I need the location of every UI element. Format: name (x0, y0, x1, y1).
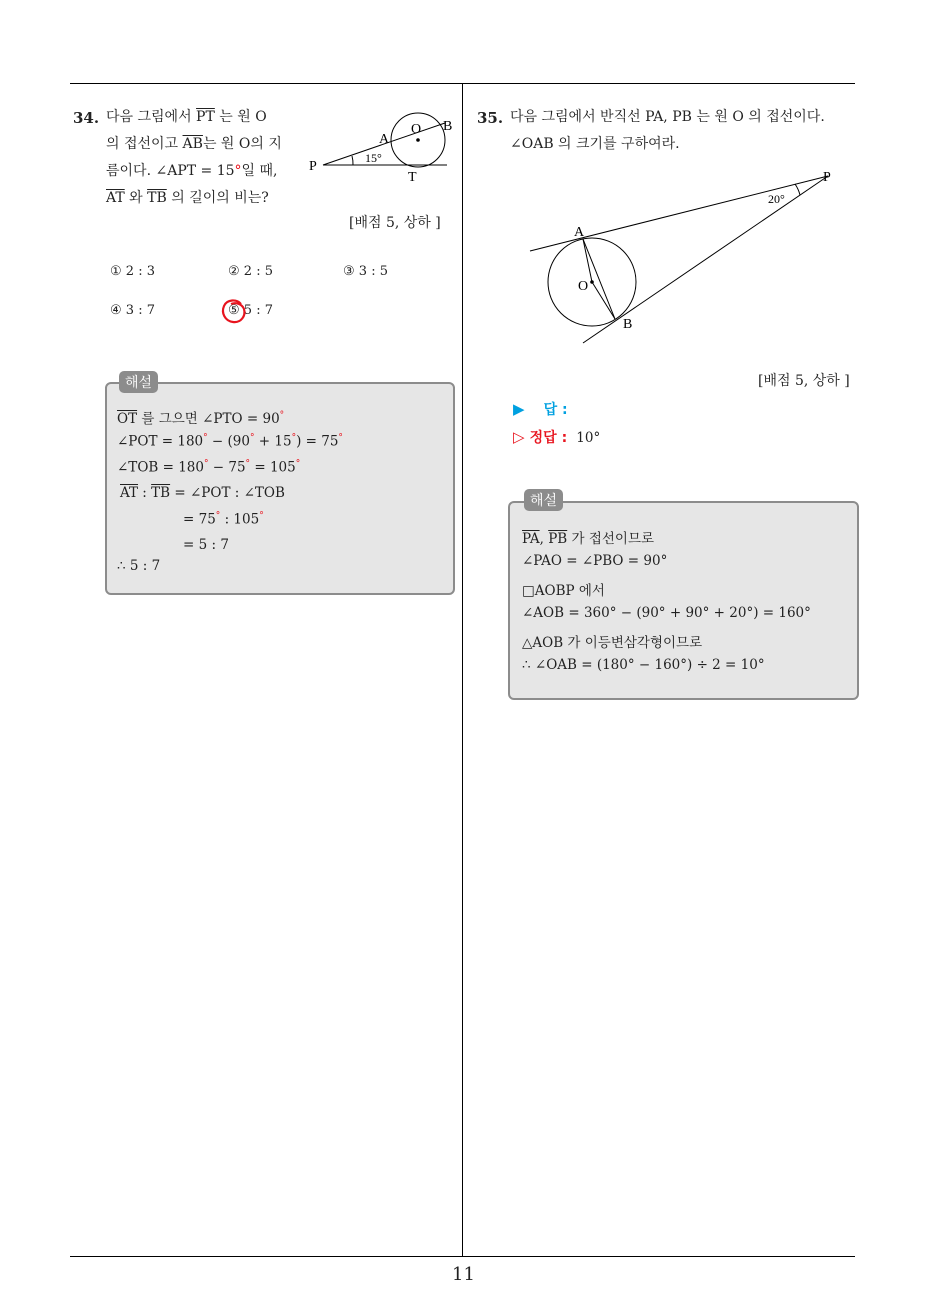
q34-sol-4: $\overline{AT}$ : $\overline{TB}$ = ∠POT : ∠TOB (120, 485, 285, 501)
q34-sol-7: ∴ 5 : 7 (117, 558, 161, 574)
q35-sol-2: ∠PAO = ∠PBO = 90° (522, 553, 668, 569)
q35-correct-label: 정답 : (529, 430, 568, 446)
q35-score: [배점 5, 상하 ] (758, 373, 850, 389)
q34-stem (106, 104, 306, 212)
q34-sol-5: = 75° : 105° (183, 511, 264, 528)
q34-selected-mark-icon (219, 296, 249, 326)
q35-sol-6: ∴ ∠OAB = (180° − 160°) ÷ 2 = 10° (522, 657, 765, 673)
q34-line2: 의 접선이고 $\overline{AB}$는 원 O의 지 (106, 136, 282, 152)
q35-angle-label: 20° (768, 192, 785, 206)
q34-figure (305, 108, 455, 188)
q34-score: [배점 5, 상하 ] (349, 215, 441, 231)
q34-solution-tag: 해설 (119, 371, 158, 393)
q34-choice-4[interactable]: ④ 3 : 7 (110, 303, 155, 318)
q35-label-P: P (823, 170, 831, 185)
q35-answer-label: 답 : (543, 402, 568, 418)
q35-label-A: A (574, 225, 585, 240)
q35-label-B: B (623, 317, 633, 332)
q35-tangent-PB (583, 176, 828, 343)
q35-number: 35. (477, 109, 504, 127)
q34-label-P: P (309, 159, 317, 174)
q35-correct-row (513, 427, 600, 447)
page-number: 11 (452, 1264, 475, 1285)
q34-number: 34. (73, 109, 100, 127)
correct-arrow-icon: ▷ (513, 428, 525, 446)
q34-choice-1[interactable]: ① 2 : 3 (110, 264, 155, 279)
q34-sol-1: $\overline{OT}$ 를 그으면 ∠PTO = 90° (117, 410, 285, 427)
q34-line1: 다음 그림에서 $\overline{PT}$ 는 원 O (106, 109, 267, 125)
q34-sol-6: = 5 : 7 (183, 537, 229, 553)
q35-sol-4: ∠AOB = 360° − (90° + 90° + 20°) = 160° (522, 605, 811, 621)
column-divider (462, 83, 463, 1257)
q34-angle-label: 15° (365, 151, 382, 165)
q34-label-A: A (379, 132, 390, 147)
q35-sol-3: □AOBP 에서 (522, 583, 605, 599)
q34-angle-arc (352, 156, 353, 165)
q35-correct-value: 10° (576, 430, 601, 446)
q35-line2: ∠OAB 의 크기를 구하여라. (510, 136, 680, 152)
bottom-rule (70, 1256, 855, 1257)
q34-choice-5[interactable]: ⑤ 5 : 7 (228, 303, 273, 318)
q35-sol-5: △AOB 가 이등변삼각형이므로 (522, 635, 703, 651)
q34-line3: 름이다. ∠APT = 15°일 때, (106, 163, 278, 179)
q35-answer-row[interactable] (513, 399, 568, 419)
q35-label-O: O (578, 279, 589, 294)
q35-radius-OB (592, 282, 615, 319)
q34-line4: $\overline{AT}$ 와 $\overline{TB}$ 의 길이의 비는? (106, 190, 269, 206)
q34-center-dot (416, 138, 420, 142)
q35-sol-1: $\overline{PA}$, $\overline{PB}$ 가 접선이므로 (522, 531, 655, 547)
q35-solution-tag: 해설 (524, 489, 563, 511)
q34-sol-3: ∠TOB = 180° − 75° = 105° (117, 459, 301, 476)
q35-angle-arc (795, 184, 800, 195)
q34-choice-3[interactable]: ③ 3 : 5 (343, 264, 388, 279)
q35-radius-OA (583, 239, 592, 282)
q34-choice-2[interactable]: ② 2 : 5 (228, 264, 273, 279)
q34-label-T: T (408, 170, 417, 185)
q34-label-B: B (443, 119, 453, 134)
q34-sol-2: ∠POT = 180° − (90° + 15°) = 75° (117, 433, 343, 450)
q34-label-O: O (411, 122, 422, 137)
answer-arrow-icon: ▶ (513, 400, 525, 418)
q35-figure (525, 165, 845, 350)
q35-line1: 다음 그림에서 반직선 PA, PB 는 원 O 의 접선이다. (510, 109, 825, 125)
q35-center-dot (590, 280, 594, 284)
